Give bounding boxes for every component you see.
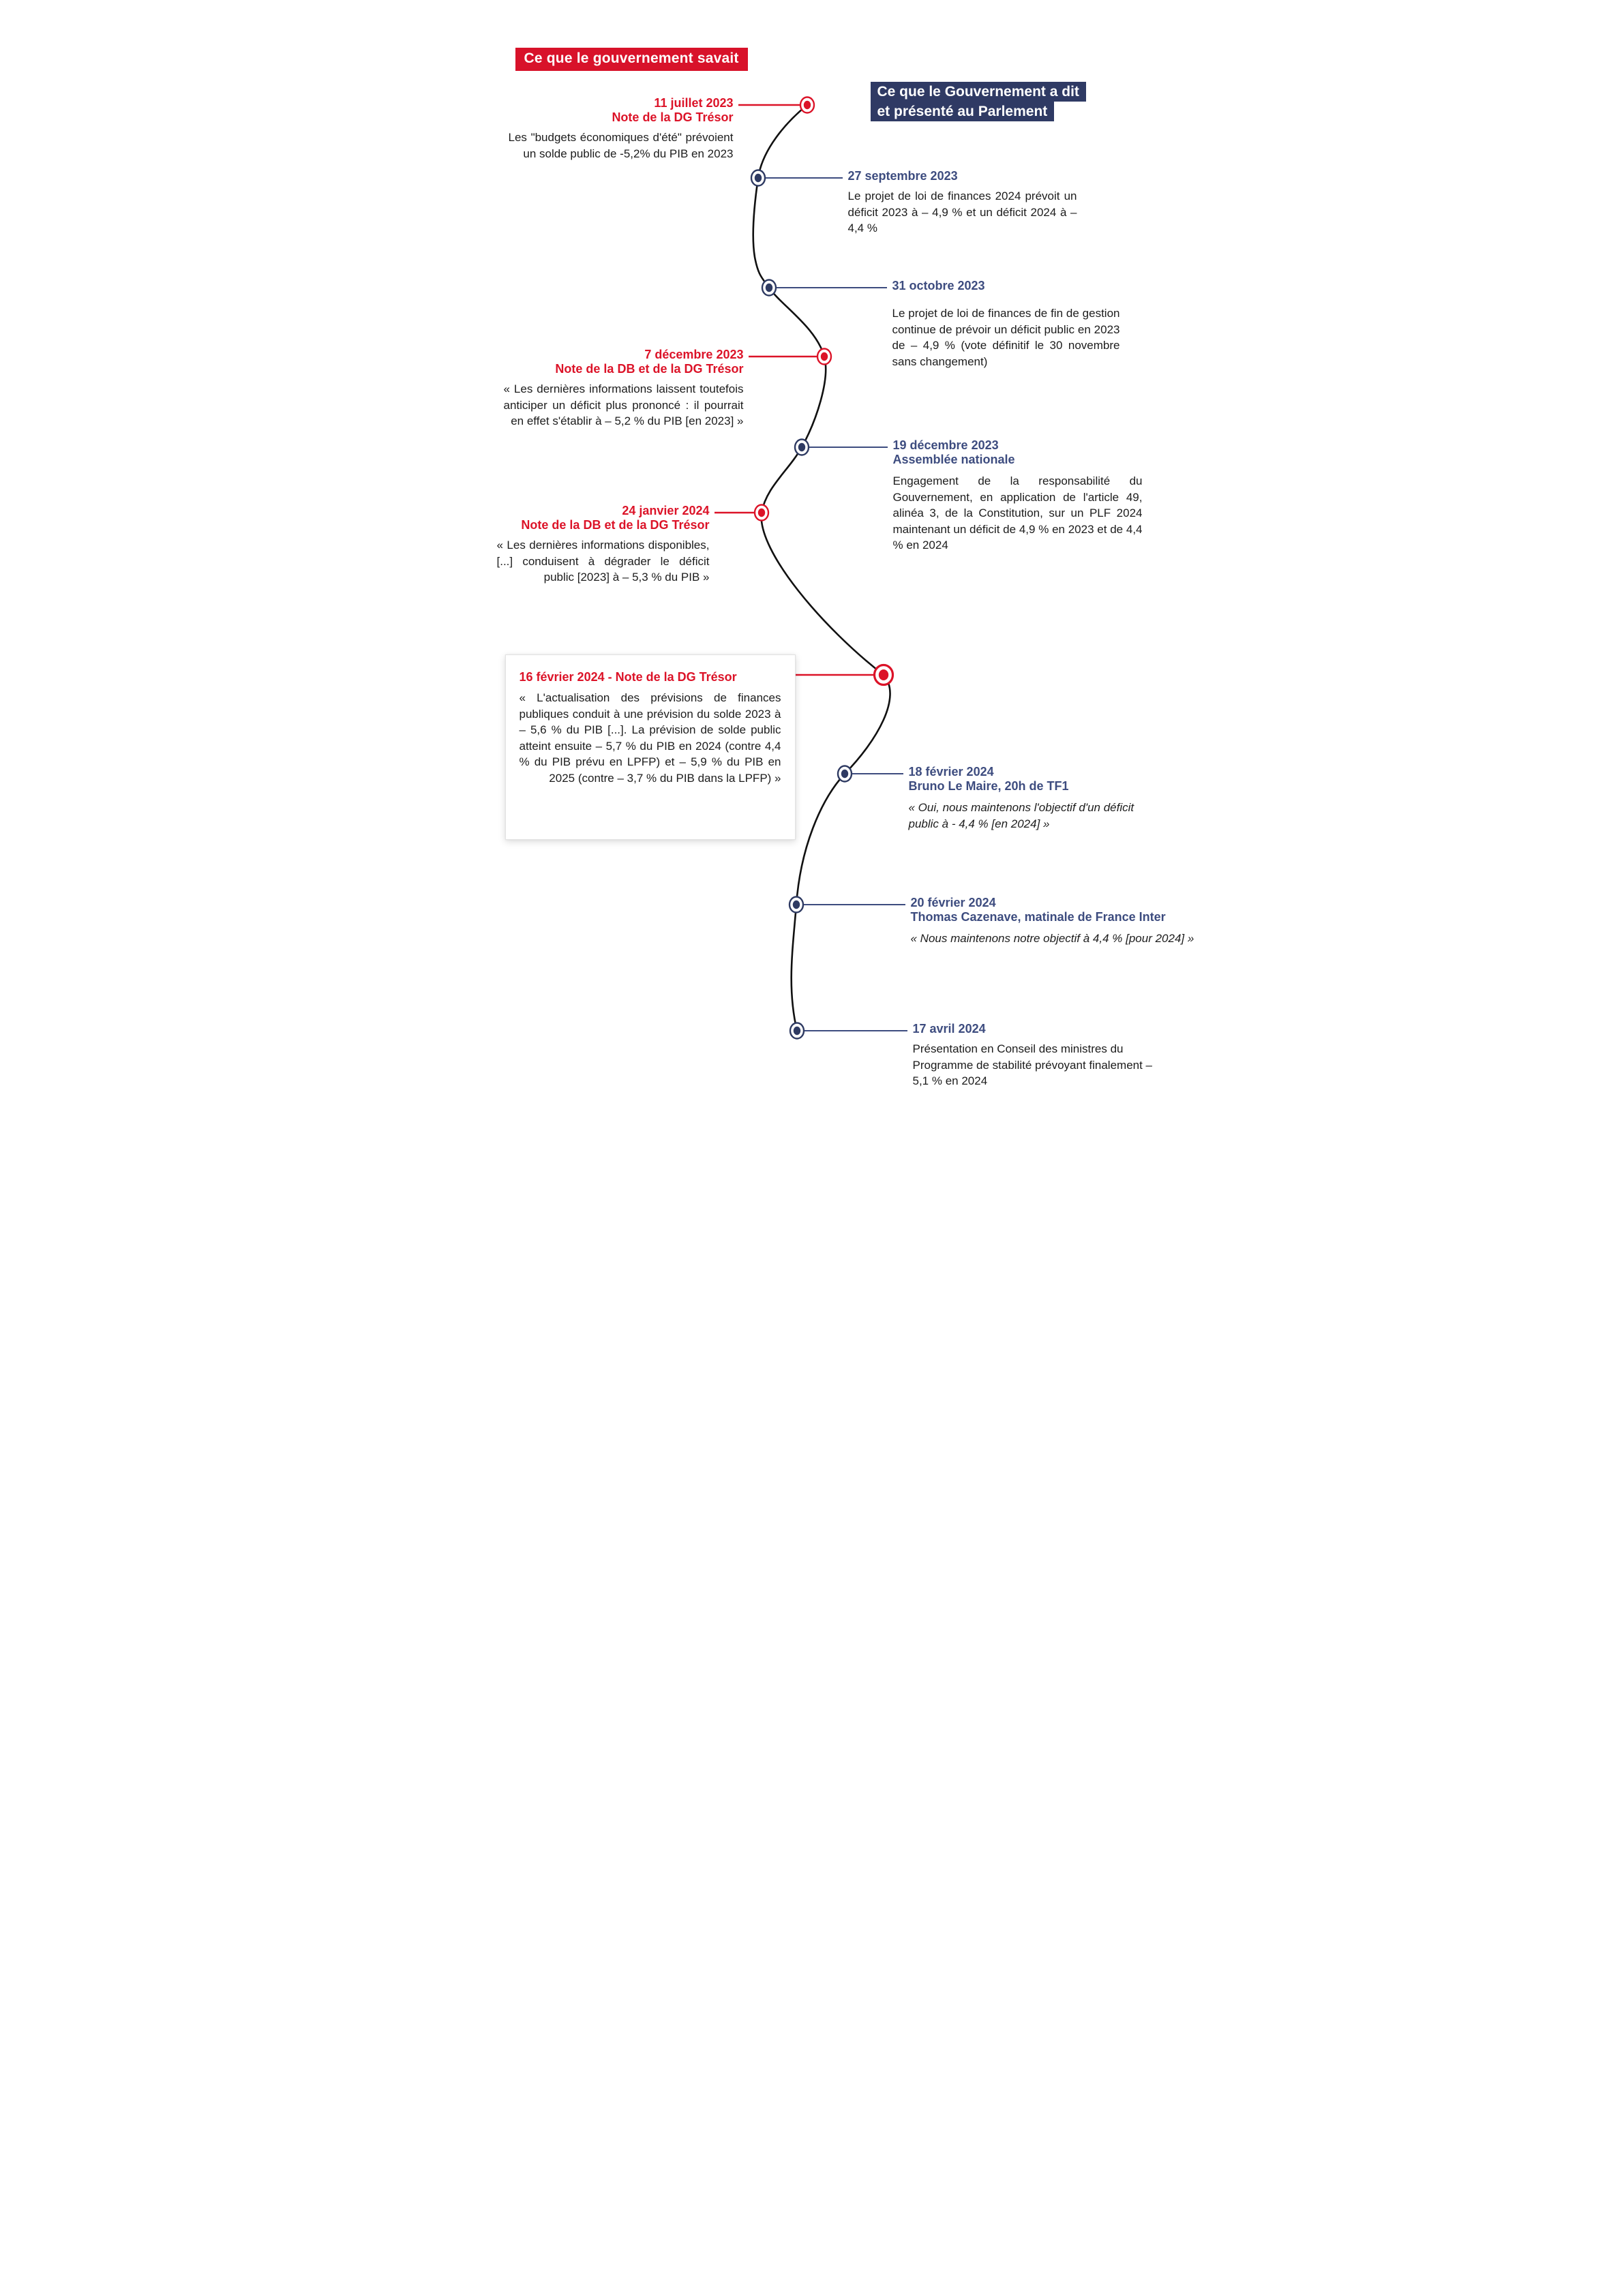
node-27-septembre	[751, 170, 765, 186]
event-subtitle: Note de la DB et de la DG Trésor	[555, 362, 744, 376]
node-18-fevrier	[838, 766, 852, 782]
event-date: 7 décembre 2023	[644, 348, 744, 361]
event-27-septembre-2023	[848, 169, 1077, 237]
event-date: 17 avril 2024	[912, 1022, 986, 1036]
event-31-octobre-2023	[892, 279, 1120, 369]
event-date: 18 février 2024	[908, 765, 994, 779]
event-body: Les "budgets économiques d'été" prévoient un solde public de -5,2% du PIB en 2023	[508, 131, 734, 160]
event-7-decembre-2023	[504, 348, 744, 429]
event-date: 16 février 2024 - Note de la DG Trésor	[519, 670, 737, 684]
event-subtitle: Assemblée nationale	[892, 453, 1015, 466]
event-date: 27 septembre 2023	[847, 169, 958, 183]
event-body: « Les dernières informations laissent toutefois anticiper un déficit plus prononcé : il pourrait en effet s'établir à – 5,2 % du PIB [en 2023] »	[503, 382, 744, 427]
node-20-fevrier	[790, 897, 803, 913]
event-19-decembre-2023	[893, 438, 1143, 554]
event-date: 24 janvier 2024	[622, 504, 710, 517]
node-24-janvier	[755, 505, 768, 521]
header-what-government-said-line2: et présenté au Parlement	[871, 102, 1055, 121]
header-what-government-knew: Ce que le gouvernement savait	[515, 48, 748, 71]
timeline-infographic	[406, 0, 1218, 1148]
event-date: 31 octobre 2023	[892, 279, 985, 292]
event-24-janvier-2024	[497, 504, 710, 586]
node-31-octobre	[762, 280, 776, 296]
node-11-juillet	[800, 97, 814, 113]
node-19-decembre	[795, 440, 809, 455]
event-date: 11 juillet 2023	[654, 96, 734, 110]
event-body: Engagement de la responsabilité du Gouvernement, en application de l'article 49, alinéa 3, de la Constitution, sur un PLF 2024 maintenant un déficit de 4,9 % en 2023 et de 4,4 % en 2024	[892, 474, 1143, 552]
event-16-fevrier-2024-box	[505, 654, 796, 840]
event-11-juillet-2023	[509, 96, 734, 162]
event-body: Présentation en Conseil des ministres du Programme de stabilité prévoyant finalement – 5,1 % en 2024	[912, 1042, 1153, 1087]
node-16-fevrier	[874, 665, 892, 685]
event-date: 19 décembre 2023	[892, 438, 999, 452]
event-body: « L'actualisation des prévisions de finances publiques conduit à une prévision du solde 2023 à – 5,6 % du PIB [...]. La prévision de solde public atteint ensuite – 5,7 % du PIB en 2024 (contre 4,4 % du PIB prévu en LPFP) et – 5,9 % du PIB en 2025 (contre – 3,7 % du PIB dans la LPFP) »	[519, 691, 781, 785]
event-subtitle: Note de la DG Trésor	[612, 110, 734, 124]
event-18-fevrier-2024	[909, 765, 1141, 832]
event-date: 20 février 2024	[910, 896, 996, 909]
node-17-avril	[790, 1023, 804, 1039]
event-subtitle: Note de la DB et de la DG Trésor	[521, 518, 710, 532]
timeline-curve	[753, 105, 890, 1031]
event-subtitle: Bruno Le Maire, 20h de TF1	[908, 779, 1069, 793]
event-20-fevrier-2024	[911, 896, 1204, 947]
header-what-government-said-line1: Ce que le Gouvernement a dit	[871, 82, 1086, 102]
event-body: « Nous maintenons notre objectif à 4,4 % [pour 2024] »	[910, 932, 1194, 945]
event-17-avril-2024	[913, 1022, 1156, 1089]
event-subtitle: Thomas Cazenave, matinale de France Inter	[910, 910, 1166, 924]
header-what-government-said	[871, 82, 1086, 121]
event-body: « Oui, nous maintenons l'objectif d'un déficit public à - 4,4 % [en 2024] »	[908, 801, 1134, 830]
event-body: Le projet de loi de finances de fin de gestion continue de prévoir un déficit public en 2023 de – 4,9 % (vote définitif le 30 novembre sans changement)	[892, 307, 1120, 368]
node-7-decembre	[817, 349, 831, 365]
event-body: « Les dernières informations disponibles, [...] conduisent à dégrader le déficit public [2023] à – 5,3 % du PIB »	[496, 539, 710, 584]
event-body: Le projet de loi de finances 2024 prévoit un déficit 2023 à – 4,9 % et un déficit 2024 à – 4,4 %	[847, 190, 1077, 235]
